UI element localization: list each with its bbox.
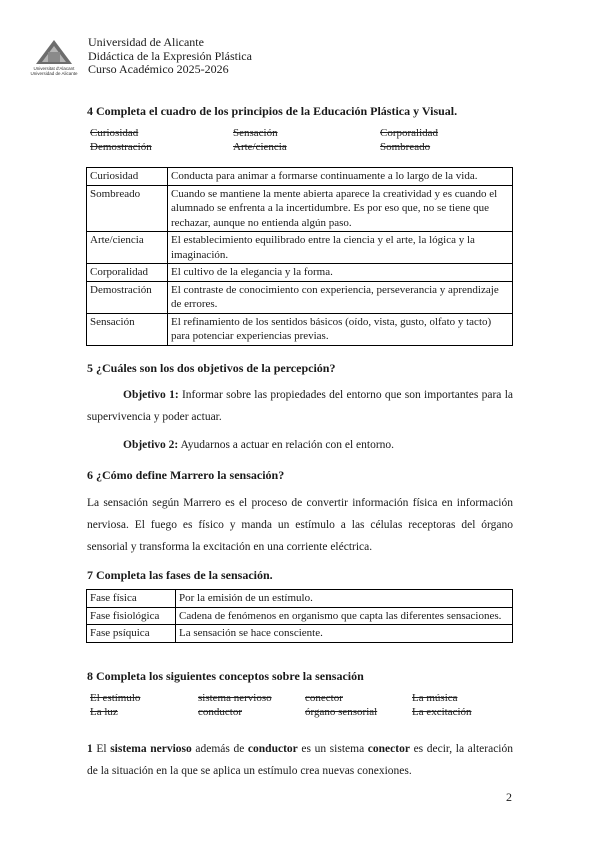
table-def-cell: El cultivo de la elegancia y la forma. (168, 264, 513, 282)
question-7-title: 7 Completa las fases de la sensación. (87, 568, 273, 582)
table-row (87, 625, 513, 643)
q8-answer-term: conector (367, 743, 410, 755)
table-row (87, 281, 513, 313)
table-term-cell: Curiosidad (87, 168, 168, 186)
table-def-cell: El refinamiento de los sentidos básicos (oído, vista, gusto, olfato y tacto) para potenciar experiencias previas. (168, 313, 513, 345)
table-row (87, 264, 513, 282)
table-def-cell: Conducta para animar a formarse continuamente a lo largo de la vida. (168, 168, 513, 186)
q7-phases-table (86, 589, 513, 643)
table-term-cell: Fase fisiológica (87, 607, 176, 625)
q8-word: La excitación (412, 706, 472, 718)
q5-objective-1 (87, 384, 513, 428)
table-row (87, 590, 513, 608)
table-term-cell: Fase física (87, 590, 176, 608)
logo-caption-line-1: Universitat d'Alacant (33, 66, 75, 71)
table-term-cell: Demostración (87, 281, 168, 313)
objective-1-text: Informar sobre las propiedades del entorno que son importantes para la supervivencia y poder actuar. (87, 389, 513, 423)
table-def-cell: Por la emisión de un estímulo. (176, 590, 513, 608)
table-def-cell: El contraste de conocimiento con experiencia, perseverancia y aprendizaje de errores. (168, 281, 513, 313)
header-university: Universidad de Alicante (88, 35, 204, 49)
q4-word: Sensación (233, 127, 278, 139)
q8-word: sistema nervioso (198, 692, 272, 704)
q5-objective-2 (87, 434, 513, 456)
table-term-cell: Corporalidad (87, 264, 168, 282)
q8-answer-text: es decir, la alteración de la situación en la que se aplica un estímulo crea nuevas conexiones. (87, 743, 514, 777)
table-term-cell: Sombreado (87, 185, 168, 232)
q8-word: La música (412, 692, 458, 704)
q8-word: El estímulo (90, 692, 141, 704)
q8-answer-term: conductor (247, 743, 298, 755)
q8-answer-term: sistema nervioso (110, 743, 192, 755)
question-4-title: 4 Completa el cuadro de los principios de la Educación Plástica y Visual. (87, 104, 458, 118)
q8-word: La luz (90, 706, 118, 718)
table-def-cell: El establecimiento equilibrado entre la ciencia y el arte, la lógica y la imaginación. (168, 232, 513, 264)
table-term-cell: Sensación (87, 313, 168, 345)
q8-word: conector (305, 692, 343, 704)
table-row (87, 313, 513, 345)
q4-word: Sombreado (380, 141, 431, 153)
question-6-title: 6 ¿Cómo define Marrero la sensación? (87, 468, 285, 482)
table-row (87, 185, 513, 232)
table-def-cell: Cuando se mantiene la mente abierta aparece la creatividad y es cuando el alumnado se enfrenta a la incertidumbre. Es por eso que, no se tiene que rechazar, aunque no entienda algún paso. (168, 185, 513, 232)
table-def-cell: La sensación se hace consciente. (176, 625, 513, 643)
q4-word: Corporalidad (380, 127, 439, 139)
q8-answer-number: 1 (87, 743, 93, 755)
table-row (87, 607, 513, 625)
header-course: Curso Académico 2025-2026 (88, 62, 229, 76)
q4-word: Demostración (90, 141, 152, 153)
q8-answer-text: El (92, 743, 111, 755)
table-def-cell: Cadena de fenómenos en organismo que capta las diferentes sensaciones. (176, 607, 513, 625)
q4-word: Arte/ciencia (233, 141, 287, 153)
q8-answer-text: además de (191, 743, 248, 755)
table-row (87, 232, 513, 264)
q8-answer (87, 738, 513, 782)
page-header (88, 36, 252, 77)
table-row (87, 168, 513, 186)
question-5-title: 5 ¿Cuáles son los dos objetivos de la percepción? (87, 361, 336, 375)
logo-caption-line-2: Universidad de Alicante (30, 71, 78, 76)
table-term-cell: Arte/ciencia (87, 232, 168, 264)
header-subject: Didáctica de la Expresión Plástica (88, 48, 252, 63)
q8-answer-text: es un sistema (297, 743, 368, 755)
objective-2-text: Ayudarnos a actuar en relación con el entorno. (178, 439, 395, 451)
university-logo-icon (28, 38, 80, 68)
q8-word: órgano sensorial (305, 706, 378, 718)
page-number: 2 (506, 790, 512, 804)
logo-caption (24, 66, 84, 76)
q4-principles-table (86, 167, 513, 346)
objective-2-label: Objetivo 2: (123, 439, 179, 451)
q4-word: Curiosidad (90, 127, 139, 139)
q8-word: conductor (198, 706, 242, 718)
q6-answer: La sensación según Marrero es el proceso de convertir información física en información nerviosa. El fuego es físico y manda un estímulo a las células receptoras del órgano sensorial y transforma la excitación en una corriente eléctrica. (87, 497, 513, 553)
question-8-title: 8 Completa los siguientes conceptos sobre la sensación (87, 669, 364, 683)
table-term-cell: Fase psíquica (87, 625, 176, 643)
objective-1-label: Objetivo 1: (123, 389, 179, 401)
